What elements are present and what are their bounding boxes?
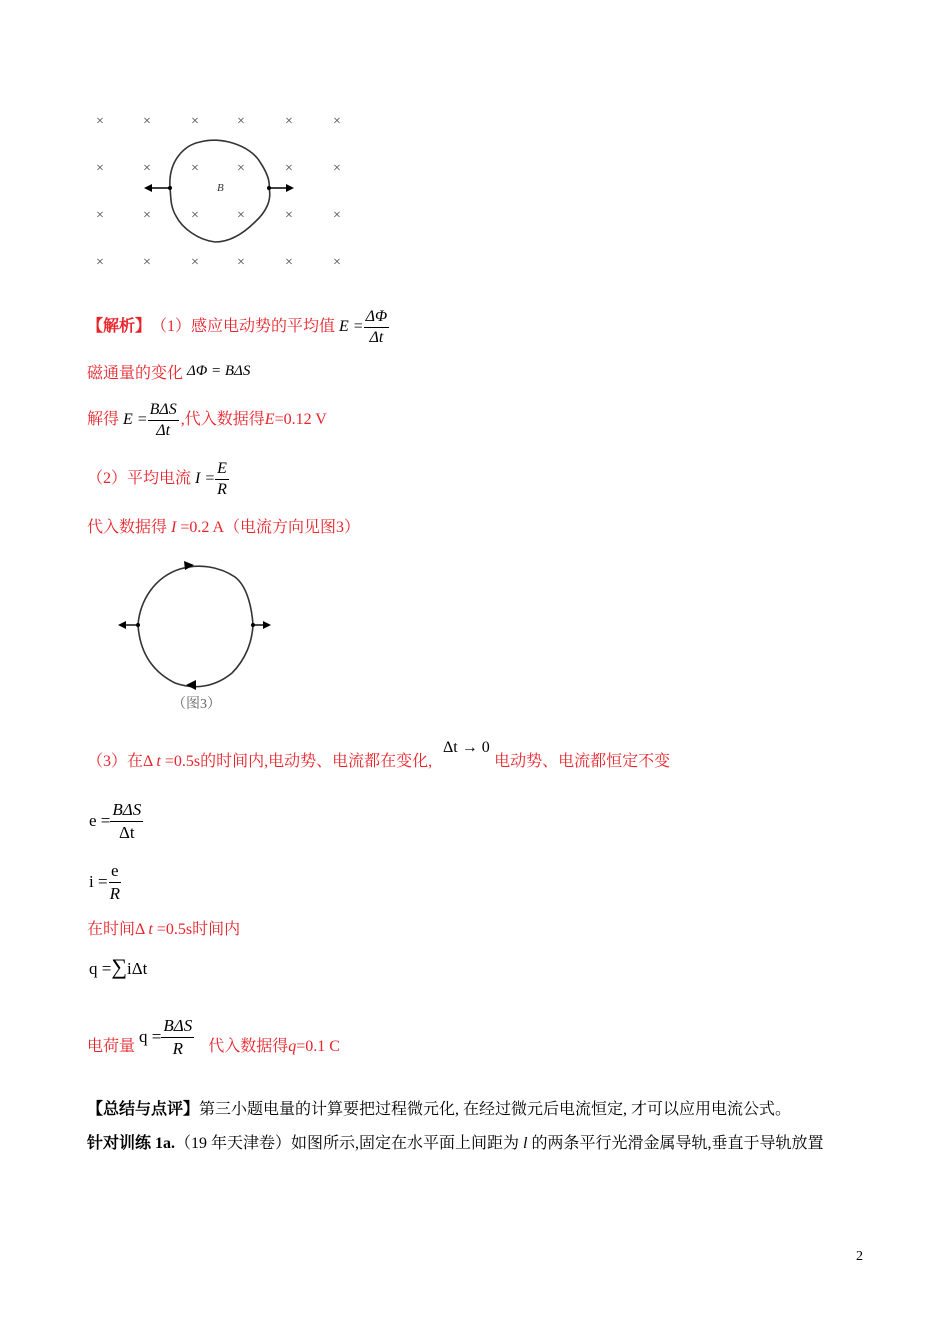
- eq4-denominator: Δt: [119, 822, 135, 842]
- charge-label: 电荷量: [87, 1038, 136, 1055]
- field-label: B: [217, 182, 224, 194]
- part3-suffix: 电动势、电流都恒定不变: [494, 753, 671, 770]
- training-text-after: 的两条平行光滑金属导轨,垂直于导轨放置: [527, 1135, 824, 1152]
- field-cross-mark: ×: [237, 114, 245, 129]
- part3-middle: =0.5s的时间内,电动势、电流都在变化,: [164, 753, 433, 770]
- sum-symbol: ∑: [111, 954, 128, 979]
- figure-magnetic-field-loop: [80, 100, 370, 285]
- field-cross-mark: ×: [143, 161, 151, 176]
- time-suffix: =0.5s时间内: [156, 921, 241, 938]
- solve-label: 解得: [87, 411, 120, 428]
- eq2-fraction: [148, 401, 179, 440]
- field-cross-mark: ×: [96, 208, 104, 223]
- eq4-numerator: BΔS: [110, 800, 143, 822]
- result3-prefix: 代入数据得: [208, 1038, 289, 1055]
- eq5-denominator: R: [109, 883, 120, 903]
- eq7-lhs: q =: [139, 1027, 162, 1046]
- eq3-lhs: I =: [195, 470, 216, 487]
- analysis-label: 【解析】: [87, 318, 152, 335]
- field-cross-mark: ×: [237, 161, 245, 176]
- solve-line: [87, 398, 327, 442]
- summary-text: 第三小题电量的计算要把过程微元化, 在经过微元后电流恒定, 才可以应用电流公式。: [199, 1101, 792, 1118]
- left-arrowhead-icon: [144, 184, 152, 192]
- training-label: 针对训练 1a.: [87, 1135, 176, 1152]
- eq3-fraction: [215, 460, 229, 499]
- right-arrowhead-icon: [286, 184, 294, 192]
- field-cross-mark: ×: [191, 114, 199, 129]
- field-cross-mark: ×: [143, 114, 151, 129]
- part3-variable: t: [156, 753, 161, 770]
- eq4-fraction: [110, 800, 143, 843]
- right-arrowhead-icon: [263, 621, 271, 629]
- charge-line: [87, 1013, 340, 1061]
- field-cross-mark: ×: [333, 161, 341, 176]
- flux-line: [87, 364, 250, 384]
- summary-line: [87, 1100, 791, 1120]
- field-cross-mark: ×: [143, 208, 151, 223]
- flux-equation: ΔΦ = BΔS: [187, 363, 251, 379]
- field-cross-mark: ×: [285, 255, 293, 270]
- result3-value: =0.1 C: [296, 1038, 340, 1055]
- summary-label: 【总结与点评】: [87, 1101, 200, 1118]
- eq2-numerator: BΔS: [148, 401, 179, 421]
- left-arrowhead-icon: [118, 621, 126, 629]
- figure3-caption: （图3）: [172, 697, 221, 712]
- eq5-fraction: [108, 861, 122, 904]
- eq6-line: [89, 954, 147, 980]
- field-cross-mark: ×: [191, 255, 199, 270]
- eq4-lhs: e =: [89, 811, 111, 830]
- result2-value: =0.2 A（电流方向见图3）: [180, 519, 361, 536]
- field-cross-mark: ×: [333, 208, 341, 223]
- current-loop: [138, 566, 253, 686]
- time-line: [87, 920, 240, 940]
- field-cross-mark: ×: [96, 161, 104, 176]
- training-source: （19 年天津卷）: [175, 1135, 292, 1152]
- result1-variable: E: [264, 411, 275, 428]
- training-text-before: 如图所示,固定在水平面上间距为: [291, 1135, 524, 1152]
- field-cross-mark: ×: [333, 255, 341, 270]
- field-cross-mark: ×: [285, 114, 293, 129]
- part2-line: [87, 457, 229, 501]
- eq2-lhs: E =: [123, 411, 148, 428]
- part2-intro: （2）平均电流: [87, 470, 192, 487]
- field-cross-mark: ×: [237, 208, 245, 223]
- part3-prefix: （3）在Δ: [87, 753, 153, 770]
- eq1-lhs: E =: [339, 318, 364, 335]
- eq2-denominator: Δt: [156, 421, 171, 439]
- limit-expression: Δt → 0: [443, 739, 490, 756]
- result2-variable: I: [171, 519, 177, 536]
- eq1-denominator: Δt: [369, 328, 384, 346]
- eq5-numerator: e: [109, 861, 121, 883]
- eq3-numerator: E: [215, 460, 229, 480]
- field-cross-mark: ×: [191, 208, 199, 223]
- field-cross-mark: ×: [285, 161, 293, 176]
- eq6-rhs: iΔt: [127, 959, 148, 978]
- training-variable: l: [523, 1135, 528, 1152]
- eq4-line: [89, 797, 143, 845]
- eq7-denominator: R: [172, 1038, 183, 1058]
- eq7-numerator: BΔS: [161, 1016, 194, 1038]
- result1-value: =0.12 V: [274, 411, 327, 428]
- eq5-line: [89, 858, 122, 906]
- part1-line: [87, 305, 389, 349]
- eq7-fraction: [161, 1016, 194, 1059]
- training-line: [87, 1134, 824, 1154]
- time-prefix: 在时间Δ: [87, 921, 145, 938]
- flux-label: 磁通量的变化: [87, 365, 184, 382]
- part3-line: [87, 752, 670, 772]
- result2-line: [87, 518, 360, 538]
- part1-intro: （1）感应电动势的平均值: [151, 318, 336, 335]
- result3-variable: q: [288, 1038, 297, 1055]
- eq5-lhs: i =: [89, 872, 108, 891]
- field-cross-mark: ×: [333, 114, 341, 129]
- result1-prefix: ,代入数据得: [180, 411, 265, 428]
- field-cross-mark: ×: [191, 161, 199, 176]
- eq3-denominator: R: [217, 480, 227, 498]
- field-cross-mark: ×: [96, 114, 104, 129]
- page-number: 2: [856, 1249, 863, 1264]
- current-arrow-bottom-icon: [186, 680, 196, 690]
- eq1-numerator: ΔΦ: [364, 308, 390, 328]
- eq1-fraction: [364, 308, 390, 347]
- field-cross-mark: ×: [96, 255, 104, 270]
- time-variable: t: [148, 921, 153, 938]
- field-cross-mark: ×: [285, 208, 293, 223]
- current-arrow-top-icon: [184, 561, 194, 570]
- field-cross-mark: ×: [237, 255, 245, 270]
- eq6-lhs: q =: [89, 959, 112, 978]
- field-cross-mark: ×: [143, 255, 151, 270]
- result2-prefix: 代入数据得: [87, 519, 168, 536]
